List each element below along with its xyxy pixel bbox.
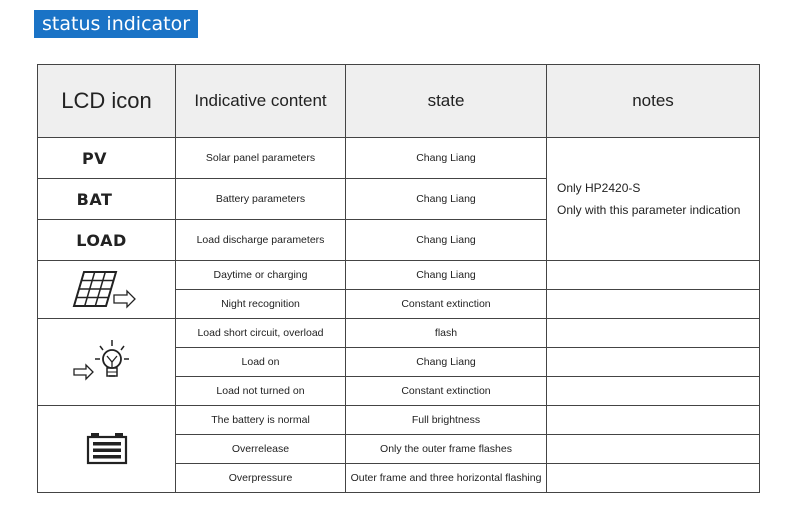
content-cell: Overrelease: [176, 435, 346, 464]
state-cell: Constant extinction: [346, 377, 547, 406]
header-indicative-content: Indicative content: [176, 65, 346, 138]
notes-cell-empty: [547, 290, 760, 319]
header-lcd-icon: LCD icon: [38, 65, 176, 138]
notes-line-1: Only HP2420-S: [557, 181, 641, 195]
header-notes: notes: [547, 65, 760, 138]
table-row: [38, 261, 760, 290]
lcd-icon-cell: [38, 319, 176, 406]
content-cell: Night recognition: [176, 290, 346, 319]
header-state: state: [346, 65, 547, 138]
notes-cell: [547, 138, 760, 261]
notes-cell-empty: [547, 261, 760, 290]
state-cell: flash: [346, 319, 547, 348]
notes-cell-empty: [547, 377, 760, 406]
content-cell: Battery parameters: [176, 179, 346, 220]
notes-cell-empty: [547, 464, 760, 493]
lcd-icon-cell: [38, 138, 176, 179]
state-cell: Full brightness: [346, 406, 547, 435]
table-row: [38, 319, 760, 348]
load-label: LOAD: [76, 230, 127, 250]
bulb-icon: [72, 337, 142, 387]
content-cell: Load discharge parameters: [176, 220, 346, 261]
bat-label: BAT: [76, 189, 113, 209]
content-cell: Daytime or charging: [176, 261, 346, 290]
state-cell: Chang Liang: [346, 261, 547, 290]
state-cell: Chang Liang: [346, 348, 547, 377]
state-cell: Chang Liang: [346, 220, 547, 261]
state-cell: Constant extinction: [346, 290, 547, 319]
notes-cell-empty: [547, 319, 760, 348]
notes-cell-empty: [547, 406, 760, 435]
lcd-icon-cell: [38, 406, 176, 493]
section-title: status indicator: [34, 10, 198, 38]
table-header-row: [38, 65, 760, 138]
table-row: [38, 138, 760, 179]
state-cell: Chang Liang: [346, 138, 547, 179]
battery-icon: [82, 429, 132, 469]
solar-panel-icon: [72, 268, 142, 312]
state-cell: Outer frame and three horizontal flashing: [346, 464, 547, 493]
content-cell: Load short circuit, overload: [176, 319, 346, 348]
pv-label: PV: [81, 148, 108, 168]
lcd-icon-cell: [38, 261, 176, 319]
lcd-icon-cell: [38, 179, 176, 220]
content-cell: Load not turned on: [176, 377, 346, 406]
content-cell: The battery is normal: [176, 406, 346, 435]
notes-cell-empty: [547, 348, 760, 377]
notes-line-2: Only with this parameter indication: [557, 203, 741, 217]
notes-cell-empty: [547, 435, 760, 464]
state-cell: Only the outer frame flashes: [346, 435, 547, 464]
content-cell: Overpressure: [176, 464, 346, 493]
table-row: [38, 406, 760, 435]
content-cell: Solar panel parameters: [176, 138, 346, 179]
content-cell: Load on: [176, 348, 346, 377]
state-cell: Chang Liang: [346, 179, 547, 220]
status-indicator-table: [37, 64, 760, 493]
lcd-icon-cell: [38, 220, 176, 261]
